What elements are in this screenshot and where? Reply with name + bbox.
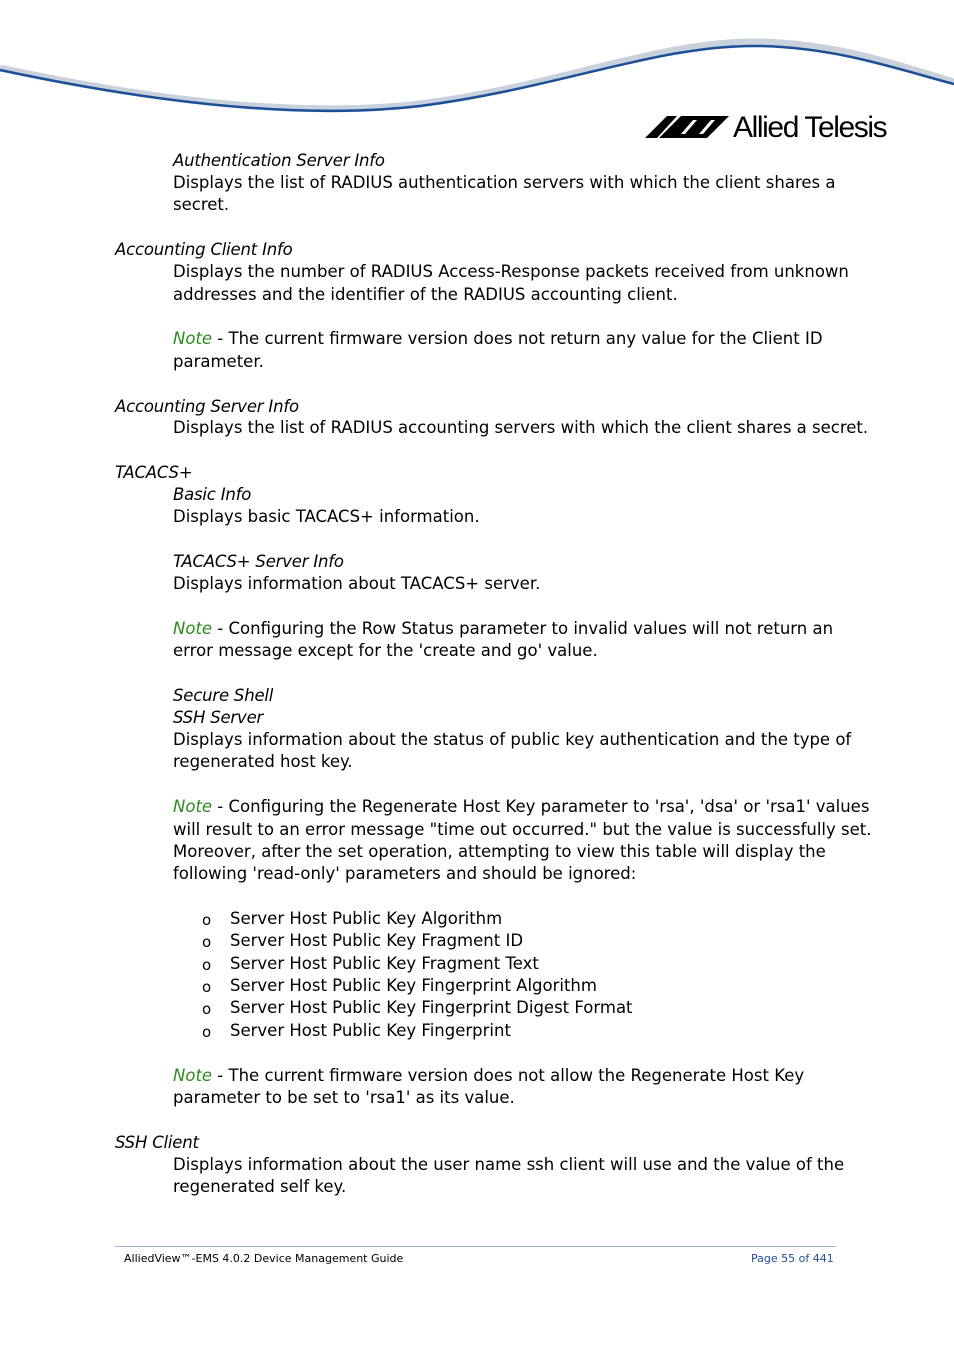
tacacs-basic-line: Displays basic TACACS+ information. [173, 507, 480, 526]
acct-client-note-line-2: parameter. [173, 352, 264, 371]
list-item: Server Host Public Key Fingerprint [230, 1021, 511, 1040]
bullet-marker: o [202, 933, 212, 951]
footer-page-number: Page 55 of 441 [751, 1252, 834, 1265]
tacacs-server-line: Displays information about TACACS+ server. [173, 574, 541, 593]
logo-wordmark: Allied Telesis [733, 111, 887, 144]
heading-basic-info: Basic Info [173, 485, 252, 504]
heading-tacacs-server-info: TACACS+ Server Info [173, 552, 344, 571]
ssh-note1-line-2: will result to an error message "time out occurred." but the value is successfully set. [173, 820, 872, 839]
heading-authentication-server-info: Authentication Server Info [173, 151, 385, 170]
list-item: Server Host Public Key Fragment Text [230, 954, 539, 973]
note-text: - Configuring the Row Status parameter to invalid values will not return an [212, 619, 834, 638]
heading-secure-shell: Secure Shell [173, 686, 274, 705]
footer-divider [115, 1246, 836, 1247]
note-text: - The current firmware version does not allow the Regenerate Host Key [212, 1066, 805, 1085]
tacacs-note-line-2: error message except for the 'create and go' value. [173, 641, 598, 660]
ssh-server-line-1: Displays information about the status of public key authentication and the type of [173, 730, 852, 749]
list-item: Server Host Public Key Fingerprint Algorithm [230, 976, 597, 995]
acct-client-line-1: Displays the number of RADIUS Access-Response packets received from unknown [173, 262, 849, 281]
note-label: Note [173, 1066, 213, 1085]
ssh-note1-line-1 [173, 796, 869, 818]
note-text: - Configuring the Regenerate Host Key parameter to 'rsa', 'dsa' or 'rsa1' values [212, 797, 870, 816]
auth-server-line-2: secret. [173, 195, 230, 214]
auth-server-line-1: Displays the list of RADIUS authentication servers with which the client shares a [173, 173, 836, 192]
bullet-marker: o [202, 1023, 212, 1041]
heading-accounting-server-info: Accounting Server Info [115, 397, 299, 416]
list-item: Server Host Public Key Fragment ID [230, 931, 524, 950]
logo-mark-icon [645, 110, 729, 146]
ssh-client-line-1: Displays information about the user name ssh client will use and the value of the [173, 1155, 845, 1174]
note-label: Note [173, 619, 213, 638]
ssh-note2-line-1 [173, 1065, 804, 1087]
tacacs-note-line-1 [173, 618, 833, 640]
note-label: Note [173, 329, 213, 348]
note-label: Note [173, 797, 213, 816]
heading-ssh-client: SSH Client [115, 1133, 199, 1152]
bullet-marker: o [202, 1000, 212, 1018]
list-item: Server Host Public Key Fingerprint Digest Format [230, 998, 633, 1017]
acct-client-line-2: addresses and the identifier of the RADIUS accounting client. [173, 285, 678, 304]
list-item: Server Host Public Key Algorithm [230, 909, 503, 928]
ssh-note2-line-2: parameter to be set to 'rsa1' as its value. [173, 1088, 515, 1107]
ssh-server-line-2: regenerated host key. [173, 752, 353, 771]
bullet-marker: o [202, 978, 212, 996]
bullet-marker: o [202, 911, 212, 929]
heading-ssh-server: SSH Server [173, 708, 264, 727]
footer-document-title: AlliedView™-EMS 4.0.2 Device Management Guide [124, 1252, 404, 1265]
ssh-note1-line-4: following 'read-only' parameters and should be ignored: [173, 864, 637, 883]
bullet-marker: o [202, 956, 212, 974]
acct-client-note-line-1 [173, 328, 823, 350]
allied-telesis-logo [645, 110, 905, 146]
acct-server-line-1: Displays the list of RADIUS accounting servers with which the client shares a secret. [173, 418, 869, 437]
heading-accounting-client-info: Accounting Client Info [115, 240, 293, 259]
heading-tacacs: TACACS+ [115, 463, 193, 482]
ssh-client-line-2: regenerated self key. [173, 1177, 347, 1196]
note-text: - The current firmware version does not return any value for the Client ID [212, 329, 823, 348]
ssh-note1-line-3: Moreover, after the set operation, attempting to view this table will display the [173, 842, 826, 861]
